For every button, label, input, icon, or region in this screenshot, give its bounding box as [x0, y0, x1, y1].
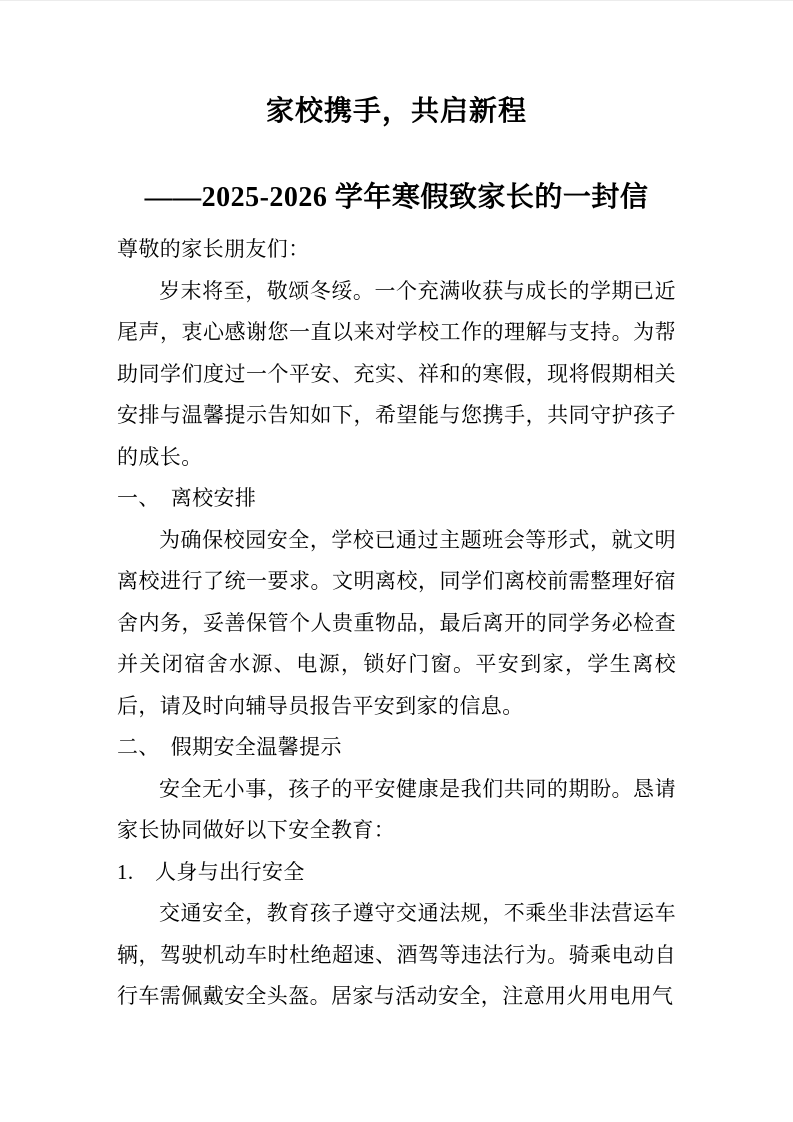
page-title: 家校携手，共启新程 — [265, 96, 527, 127]
salutation: 尊敬的家长朋友们： — [117, 237, 310, 261]
paragraph-leaving-school: 为确保校园安全，学校已通过主题班会等形式，就文明离校进行了统一要求。文明离校，同学们离校前需整理好宿舍内务，妥善保管个人贵重物品，最后离开的同学务必检查并关闭宿舍水源、电源，锁好门窗。平安到家，学生离校后，请及时向辅导员报告平安到家的信息。 — [117, 527, 676, 718]
paragraph-intro: 岁末将至，敬颂冬绥。一个充满收获与成长的学期已近尾声，衷心感谢您一直以来对学校工作的理解与支持。为帮助同学们度过一个平安、充实、祥和的寒假，现将假期相关安排与温馨提示告知如下，希望能与您携手，共同守护孩子的成长。 — [117, 278, 676, 469]
paragraph-safety-intro: 安全无小事，孩子的平安健康是我们共同的期盼。恳请家长协同做好以下安全教育： — [117, 776, 676, 842]
list-item-heading-1: 1. 人身与出行安全 — [117, 859, 305, 884]
section-heading-1: 一、 离校安排 — [117, 486, 257, 510]
section-heading-2: 二、 假期安全温馨提示 — [117, 735, 342, 759]
page-subtitle: ——2025-2026 学年寒假致家长的一封信 — [144, 182, 649, 213]
letter-body — [117, 229, 676, 1018]
document-content — [0, 1, 793, 1018]
paragraph-traffic-safety: 交通安全，教育孩子遵守交通法规，不乘坐非法营运车辆，驾驶机动车时杜绝超速、酒驾等违法行为。骑乘电动自行车需佩戴安全头盔。居家与活动安全，注意用火用电用气 — [117, 901, 676, 1008]
